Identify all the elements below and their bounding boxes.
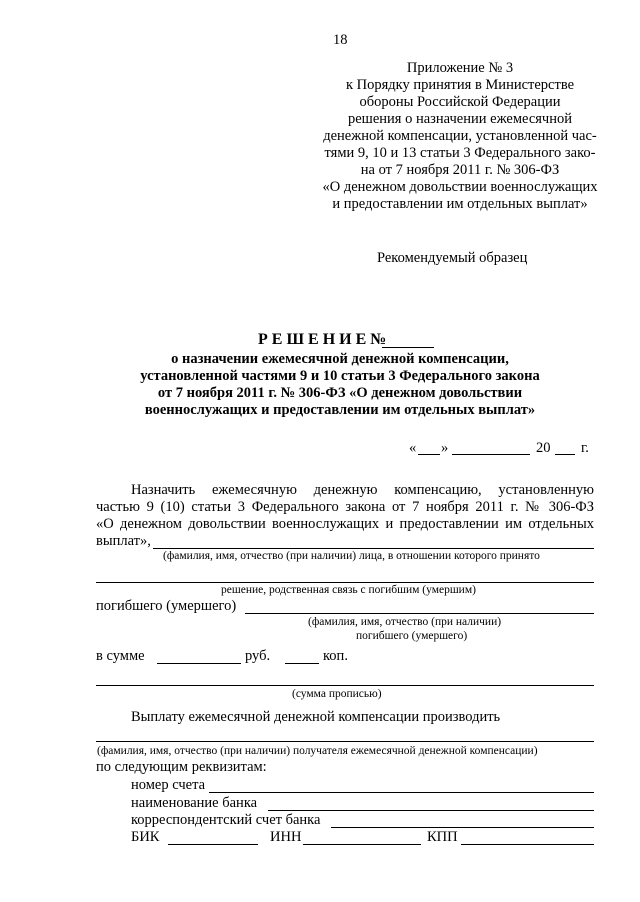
appendix-line: обороны Российской Федерации — [359, 94, 561, 110]
appendix-line: на от 7 ноября 2011 г. № 306-ФЗ — [360, 162, 560, 178]
hint-deceased-2: погибшего (умершего) — [356, 630, 468, 642]
rub-label: руб. — [245, 648, 271, 664]
corr-account-label: корреспондентский счет банка — [131, 812, 321, 828]
person-name-field[interactable] — [153, 548, 594, 549]
bik-field[interactable] — [168, 844, 258, 845]
date-year-suffix: г. — [581, 440, 589, 456]
deceased-name-field[interactable] — [245, 613, 594, 614]
hint-relation: решение, родственная связь с погибшим (умершим) — [221, 584, 476, 596]
inn-field[interactable] — [303, 844, 421, 845]
paragraph-line: «О денежном довольствии военнослужащих и предоставлении им отдельных — [96, 516, 594, 532]
decision-subtitle-line: военнослужащих и предоставлении им отдельных выплат» — [144, 402, 536, 418]
assign-paragraph — [96, 482, 594, 533]
page-number: 18 — [333, 32, 348, 48]
person-relation-field[interactable] — [96, 582, 594, 583]
date-month-field[interactable] — [452, 454, 530, 455]
corr-account-field[interactable] — [331, 827, 594, 828]
account-field[interactable] — [209, 792, 594, 793]
date-day-field[interactable] — [418, 454, 440, 455]
sample-label: Рекомендуемый образец — [377, 250, 528, 266]
decision-subtitle-line: от 7 ноября 2011 г. № 306-ФЗ «О денежном довольствии — [157, 385, 523, 401]
date-year-prefix: 20 — [536, 440, 551, 456]
payment-text: Выплату ежемесячной денежной компенсации производить — [131, 709, 501, 725]
requisites-text: по следующим реквизитам: — [96, 759, 267, 775]
bik-label: БИК — [131, 829, 160, 845]
hint-person: (фамилия, имя, отчество (при наличии) лица, в отношении которого принято — [163, 550, 540, 562]
recipient-name-field[interactable] — [96, 741, 594, 742]
sum-rub-field[interactable] — [157, 663, 241, 664]
decision-title: Р Е Ш Е Н И Е № — [258, 331, 387, 348]
hint-recipient: (фамилия, имя, отчество (при наличии) получателя ежемесячной денежной компенсации) — [97, 745, 538, 757]
deceased-label: погибшего (умершего) — [96, 598, 237, 614]
date-open-quote: « — [409, 440, 417, 456]
decision-subtitle-line: о назначении ежемесячной денежной компенсации, — [171, 351, 509, 367]
decision-subtitle-line: установленной частями 9 и 10 статьи 3 Федерального закона — [140, 368, 540, 384]
inn-label: ИНН — [270, 829, 302, 845]
sum-words-field[interactable] — [96, 685, 594, 686]
appendix-line: решения о назначении ежемесячной — [348, 111, 572, 127]
date-close-quote: » — [441, 440, 449, 456]
decision-subtitle — [100, 351, 580, 419]
account-label: номер счета — [131, 777, 206, 793]
kpp-label: КПП — [427, 829, 458, 845]
hint-deceased-1: (фамилия, имя, отчество (при наличии) — [308, 616, 502, 628]
appendix-line: и предоставлении им отдельных выплат» — [332, 196, 588, 212]
sum-kop-field[interactable] — [285, 663, 319, 664]
appendix-line: тями 9, 10 и 13 статьи 3 Федерального зако- — [324, 145, 596, 161]
paragraph-line: частью 9 (10) статьи 3 Федерального закона от 7 ноября 2011 г. № 306-ФЗ — [96, 499, 594, 515]
bank-label: наименование банка — [131, 795, 258, 811]
date-year-field[interactable] — [555, 454, 575, 455]
appendix-line: «О денежном довольствии военнослужащих — [322, 179, 598, 195]
kop-label: коп. — [323, 648, 348, 664]
appendix-line: к Порядку принятия в Министерстве — [345, 77, 575, 93]
appendix-line: Приложение № 3 — [406, 60, 514, 76]
decision-number-field[interactable] — [382, 347, 434, 348]
bank-field[interactable] — [268, 810, 594, 811]
sum-label: в сумме — [96, 648, 145, 664]
appendix-line: денежной компенсации, установленной час- — [323, 128, 597, 144]
kpp-field[interactable] — [461, 844, 594, 845]
appendix-block — [300, 60, 620, 213]
paragraph-line: Назначить ежемесячную денежную компенсацию, установленную — [131, 482, 594, 498]
hint-sum: (сумма прописью) — [292, 688, 382, 700]
paragraph-last-line: выплат», — [96, 533, 151, 549]
